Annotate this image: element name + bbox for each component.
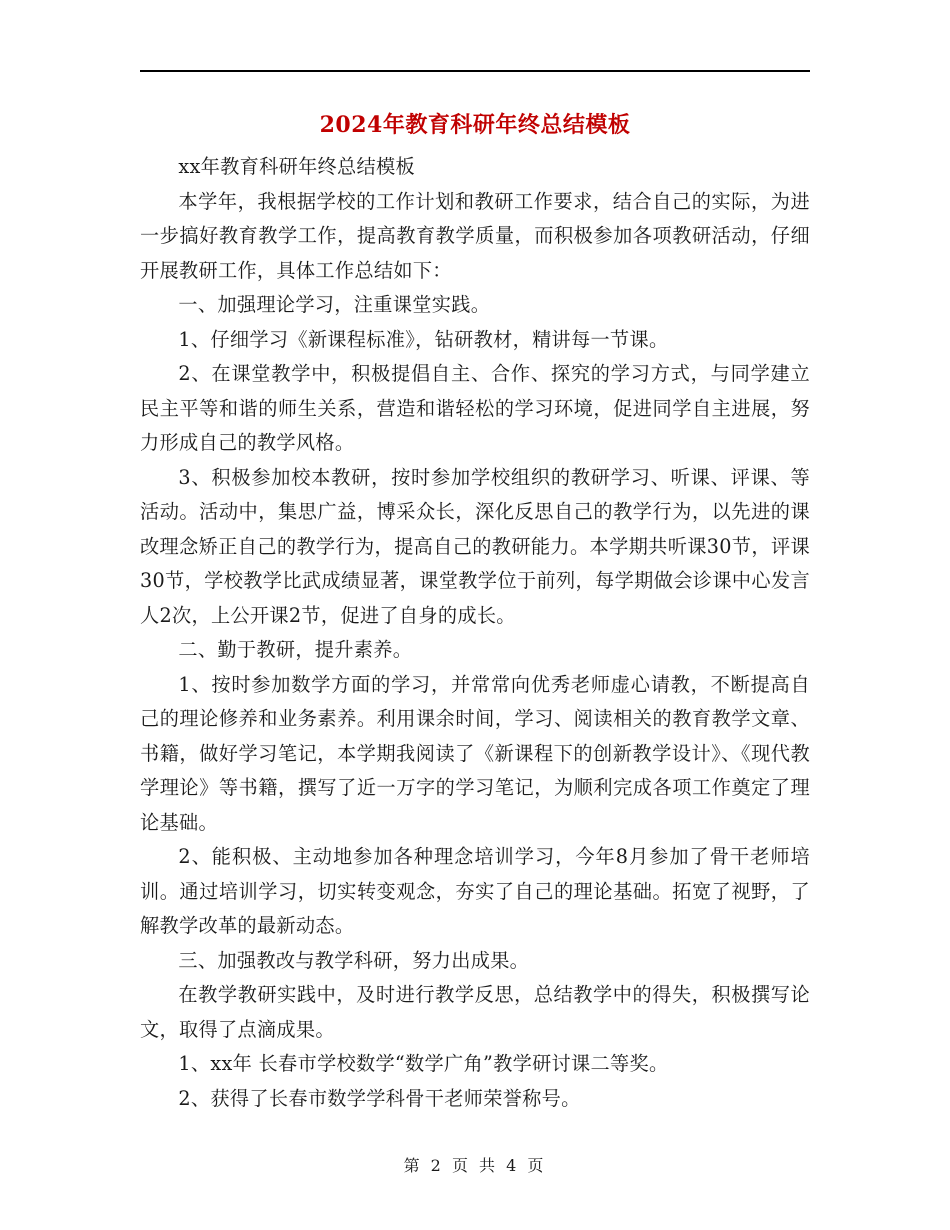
- intro-paragraph: 本学年，我根据学校的工作计划和教研工作要求，结合自己的实际，为进一步搞好教育教学工作，提高教育教学质量，而积极参加各项教研活动，仔细开展教研工作，具体工作总结如下：: [140, 189, 810, 282]
- section-1-item-2: 2、在课堂教学中，积极提倡自主、合作、探究的学习方式，与同学建立民主平等和谐的师生关系，营造和谐轻松的学习环境，促进同学自主进展，努力形成自己的教学风格。: [140, 362, 810, 454]
- page-number-footer: 第 2 页 共 4 页: [403, 1156, 547, 1175]
- section-1-item-3: 3、积极参加校本教研，按时参加学校组织的教研学习、听课、评课、等活动。活动中，集思广益，博采众长，深化反思自己的教学行为，以先进的课改理念矫正自己的教学行为，提高自己的教研能力。本学期共听课30节，评课30节，学校教学比武成绩显著，课堂教学位于前列，每学期做会诊课中心发言人2次，上公开课2节，促进了自身的成长。: [140, 465, 810, 627]
- section-heading-2: 二、勤于教研，提升素养。: [178, 638, 413, 661]
- section-2-item-1: 1、按时参加数学方面的学习，并常常向优秀老师虚心请教，不断提高自己的理论修养和业务素养。利用课余时间，学习、阅读相关的教育教学文章、书籍，做好学习笔记，本学期我阅读了《新课程下的创新教学设计》、《现代教学理论》等书籍，撰写了近一万字的学习笔记，为顺利完成各项工作奠定了理论基础。: [140, 672, 810, 834]
- section-1-item-1: 1、仔细学习《新课程标准》，钻研教材，精讲每一节课。: [178, 327, 669, 351]
- document-body: [140, 150, 810, 1116]
- header-rule: [140, 70, 810, 72]
- section-heading-1: 一、加强理论学习，注重课堂实践。: [178, 293, 491, 316]
- section-heading-3: 三、加强教改与教学科研，努力出成果。: [178, 948, 530, 972]
- subtitle-paragraph: xx年教育科研年终总结模板: [178, 155, 415, 178]
- section-3-item-1: 1、xx年 长春市学校数学“数学广角”教学研讨课二等奖。: [178, 1052, 669, 1075]
- document-title: 2024年教育科研年终总结模板: [319, 112, 631, 138]
- section-3-intro: 在教学教研实践中，及时进行教学反思，总结教学中的得失，积极撰写论文，取得了点滴成果。: [140, 983, 810, 1041]
- section-3-item-2: 2、获得了长春市数学学科骨干老师荣誉称号。: [178, 1086, 581, 1110]
- section-2-item-2: 2、能积极、主动地参加各种理念培训学习，今年8月参加了骨干老师培训。通过培训学习，切实转变观念，夯实了自己的理论基础。拓宽了视野，了解教学改革的最新动态。: [140, 845, 810, 937]
